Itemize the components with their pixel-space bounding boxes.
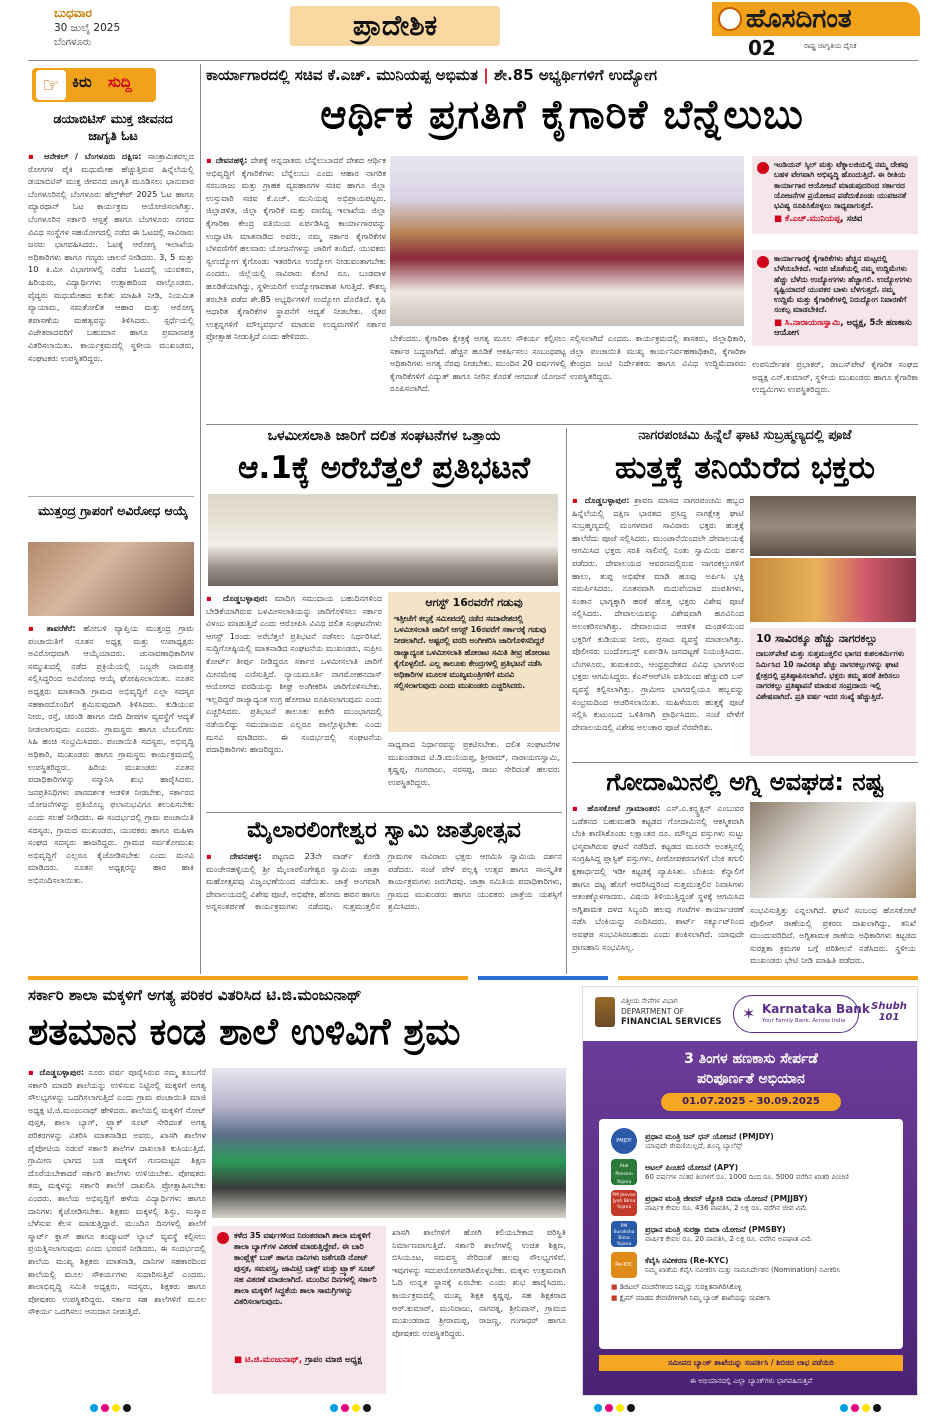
lead-quote1-role: ಸಚಿವ xyxy=(846,214,863,224)
scheme-title: ಪ್ರಧಾನ ಮಂತ್ರಿ ಜನ್ ಧನ್ ಯೋಜನೆ (PMJDY) xyxy=(645,1131,774,1141)
lead-story xyxy=(206,66,918,422)
scheme-row xyxy=(611,1221,891,1247)
lead-body1: ದೇಶಕ್ಕೆ ಅನ್ನದಾತರು ಬೆನ್ನೆಲುಬಾದರೆ ದೇಶದ ಆರ್ಥಿಕ ಅಭಿವೃದ್ಧಿಗೆ ಕೈಗಾರಿಕೆಗಳು ಬೆನ್ನೆಲುಬು ಎಂದು ಆಹಾರ ನಾಗರಿಕ ಸರಬರಾಜು ಮತ್ತು ಗ್ರಾಹಕ ವ್ಯವಹಾರಗಳ ಸಚಿವ ಹಾಗೂ ಜಿಲ್ಲಾ ಉಸ್ತುವಾರಿ ಸಚಿವ ಕೆ.ಎಚ್. ಮುನಿಯಪ್ಪ ಅಭಿಪ್ರಾಯಪಟ್ಟರು. ಜಿಲ್ಲಾಡಳಿತ, ಜಿಲ್ಲಾ ಕೈಗಾರಿಕೆ ಮತ್ತು ವಾಣಿಜ್ಯ ಇಲಾಖೆಯ ಜಿಲ್ಲಾ ಕೈಗಾರಿಕಾ ಕೇಂದ್ರ ವತಿಯಿಂದ ಏರ್ಪಡಿಸಿದ್ದ ಕಾರ್ಯಾಗಾರವನ್ನು ಉದ್ಘಾಟಿಸಿ ಮಾತನಾಡಿದ ಅವರು, ನಮ್ಮ ಸರ್ಕಾರ ಕೈಗಾರಿಕೆಗಳ ಬೆಳವಣಿಗೆಗೆ ಹಲವಾರು ಯೋಜನೆಗಳನ್ನು ಜಾರಿಗೆ ತಂದಿದೆ. ಯುವಕರು ಸ್ವಉದ್ಯೋಗ ಕೈಗೊಂಡು ಇತರರಿಗೂ ಉದ್ಯೋಗ ನೀಡುವಂತಾಗಬೇಕು ಎಂದರು. ಜಿಲ್ಲೆಯಲ್ಲಿ ಸಾವಿರಾರು ಕೋಟಿ ರೂ. ಬಂಡವಾಳ ಹೂಡಿಕೆಯಾಗಿದ್ದು, ಸ್ಥಳೀಯರಿಗೆ ಉದ್ಯೋಗಾವಕಾಶ ಸಿಗುತ್ತಿದೆ. ಕೌಶಲ್ಯ ತರಬೇತಿ ಪಡೆದ ಶೇ.85 ಅಭ್ಯರ್ಥಿಗಳಿಗೆ ಉದ್ಯೋಗ ದೊರೆತಿದೆ. ಕೃಷಿ ಆಧಾರಿತ ಕೈಗಾರಿಕೆಗಳ ಸ್ಥಾಪನೆಗೆ ಆದ್ಯತೆ ನೀಡಬೇಕು. ರೈತರ ಉತ್ಪನ್ನಗಳಿಗೆ ಮೌಲ್ಯವರ್ಧನೆ ಮಾಡುವ ಉದ್ಯಮಗಳಿಗೆ ಸರ್ಕಾರ ಪ್ರೋತ್ಸಾಹ ನೀಡುತ್ತಿದೆ ಎಂದು ಹೇಳಿದರು. xyxy=(206,155,386,342)
naga-kicker: ನಾಗರಪಂಚಮಿ ಹಿನ್ನೆಲೆ ಘಾಟಿ ಸುಬ್ರಹ್ಮಣ್ಯದಲ್ಲಿ ಪೂಜೆ xyxy=(638,428,852,443)
story2-body: ▪ ತಾವರೆಕೆರೆ: ಹೋಬಳಿ ವ್ಯಾಪ್ತಿಯ ಮುತ್ತಂದ್ರ ಗ್ರಾಮ ಪಂಚಾಯಿತಿಗೆ ನೂತನ ಅಧ್ಯಕ್ಷ ಮತ್ತು ಉಪಾಧ್ಯಕ್ಷರು ಅವಿರೋಧವಾಗಿ ಆಯ್ಕೆಯಾದರು. ಚುನಾವಣಾಧಿಕಾರಿಗಳ ಸಮ್ಮುಖದಲ್ಲಿ ನಡೆದ ಪ್ರಕ್ರಿಯೆಯಲ್ಲಿ ಒಬ್ಬರೇ ನಾಮಪತ್ರ ಸಲ್ಲಿಸಿದ್ದರಿಂದ ಅವಿರೋಧ ಆಯ್ಕೆ ಘೋಷಿಸಲಾಯಿತು. ನೂತನ ಅಧ್ಯಕ್ಷರು ಮಾತನಾಡಿ ಗ್ರಾಮದ ಅಭಿವೃದ್ಧಿಗೆ ಎಲ್ಲಾ ಸದಸ್ಯರ ಸಹಕಾರದೊಂದಿಗೆ ಶ್ರಮಿಸುವುದಾಗಿ ತಿಳಿಸಿದರು. ಕುಡಿಯುವ ನೀರು, ರಸ್ತೆ, ಚರಂಡಿ ಹಾಗೂ ಬೀದಿ ದೀಪಗಳ ವ್ಯವಸ್ಥೆಗೆ ಆದ್ಯತೆ ನೀಡಲಾಗುವುದು ಎಂದರು. ಗ್ರಾಮಸ್ಥರು ಹಾಗೂ ಬೆಂಬಲಿಗರು ಸಿಹಿ ಹಂಚಿ ಸಂಭ್ರಮಿಸಿದರು. ಪಂಚಾಯಿತಿ ಸದಸ್ಯರು, ಅಭಿವೃದ್ಧಿ ಅಧಿಕಾರಿ, ಮುಖಂಡರು ಹಾಗೂ ಗ್ರಾಮಸ್ಥರು ಕಾರ್ಯಕ್ರಮದಲ್ಲಿ ಉಪಸ್ಥಿತರಿದ್ದರು. ಹಿರಿಯ ಮುಖಂಡರು ನೂತನ ಪದಾಧಿಕಾರಿಗಳನ್ನು ಸನ್ಮಾನಿಸಿ ಶುಭ ಹಾರೈಸಿದರು. ಜನಪ್ರತಿನಿಧಿಗಳು ಪಾರದರ್ಶಕ ಆಡಳಿತ ನೀಡಬೇಕು, ಸರ್ಕಾರದ ಯೋಜನೆಗಳನ್ನು ಪ್ರತಿಯೊಬ್ಬ ಫಲಾನುಭವಿಗೂ ತಲುಪಿಸಬೇಕು ಎಂದು ಸಲಹೆ ನೀಡಿದರು. ಈ ಸಂದರ್ಭದಲ್ಲಿ ಗ್ರಾಮ ಪಂಚಾಯಿತಿ ಸದಸ್ಯರು, ಗ್ರಾಮದ ಮುಖಂಡರು, ಯುವಕರು ಹಾಗೂ ಮಹಿಳಾ ಸಂಘದ ಸದಸ್ಯರು ಹಾಜರಿದ್ದರು. ಗ್ರಾಮದ ಸರ್ವತೋಮುಖ ಅಭಿವೃದ್ಧಿಗೆ ಎಲ್ಲರೂ ಕೈಜೋಡಿಸಬೇಕು ಎಂದು ಮನವಿ ಮಾಡಿದರು. ನೂತನ ಅಧ್ಯಕ್ಷರನ್ನು ಹಾರ ಹಾಕಿ ಅಭಿನಂದಿಸಲಾಯಿತು. xyxy=(28,623,194,885)
lead-quote1-text: ಇಂಡಿಯನ್ ಸ್ಕಿಲ್ ಮತ್ತು ಟೆಕ್ನಾಲಜಿಯಲ್ಲಿ ನಮ್ಮ ದೇಶವು ಬಹಳ ವೇಗವಾಗಿ ಅಭಿವೃದ್ಧಿ ಹೊಂದುತ್ತಿದೆ. ಈ ರೀತಿಯ ಕಾರ್ಯಾಗಾರ ಆಯೋಜನೆ ಮಾಡುವುದರಿಂದ ಸರ್ಕಾರದ ಯೋಜನೆಗಳ ಪ್ರಯೋಜನ ಪಡೆದುಕೊಂಡು ಯುವಜನತೆ ಭವಿಷ್ಯ ರೂಪಿಸಿಕೊಳ್ಳಲು ಸಾಧ್ಯವಾಗುತ್ತದೆ. xyxy=(774,160,909,211)
naga-box-body: ದಾಬಸ್‌ಪೇಟೆ ಮತ್ತು ಸುತ್ತಮುತ್ತಲಿನ ಭಾಗದ ಕುಶಲಕರ್ಮಿಗಳು ನಿರ್ಮಿಸಿದ 10 ಸಾವಿರಕ್ಕೂ ಹೆಚ್ಚು ನಾಗರಕಲ್ಲುಗಳನ್ನು ಘಾಟಿ ಕ್ಷೇತ್ರದಲ್ಲಿ ಪ್ರತಿಷ್ಠಾಪಿಸಲಾಗಿದೆ. ಭಕ್ತರು ತಮ್ಮ ಹರಕೆ ತೀರಿಸಲು ನಾಗರಕಲ್ಲು ಪ್ರತಿಷ್ಠಾಪನೆ ಮಾಡುವ ಸಂಪ್ರದಾಯ ಇಲ್ಲಿ ವಿಶೇಷವಾಗಿದೆ. ಪ್ರತಿ ವರ್ಷ ಇದರ ಸಂಖ್ಯೆ ಹೆಚ್ಚುತ್ತಿದೆ. xyxy=(756,649,905,702)
story2-headline: ಮುತ್ತಂದ್ರ ಗ್ರಾಪಂಗೆ ಅವಿರೋಧ ಆಯ್ಕೆ xyxy=(38,503,188,518)
story2-text: ಹೋಬಳಿ ವ್ಯಾಪ್ತಿಯ ಮುತ್ತಂದ್ರ ಗ್ರಾಮ ಪಂಚಾಯಿತಿಗೆ ನೂತನ ಅಧ್ಯಕ್ಷ ಮತ್ತು ಉಪಾಧ್ಯಕ್ಷರು ಅವಿರೋಧವಾಗಿ ಆಯ್ಕೆಯಾದರು. ಚುನಾವಣಾಧಿಕಾರಿಗಳ ಸಮ್ಮುಖದಲ್ಲಿ ನಡೆದ ಪ್ರಕ್ರಿಯೆಯಲ್ಲಿ ಒಬ್ಬರೇ ನಾಮಪತ್ರ ಸಲ್ಲಿಸಿದ್ದರಿಂದ ಅವಿರೋಧ ಆಯ್ಕೆ ಘೋಷಿಸಲಾಯಿತು. ನೂತನ ಅಧ್ಯಕ್ಷರು ಮಾತನಾಡಿ ಗ್ರಾಮದ ಅಭಿವೃದ್ಧಿಗೆ ಎಲ್ಲಾ ಸದಸ್ಯರ ಸಹಕಾರದೊಂದಿಗೆ ಶ್ರಮಿಸುವುದಾಗಿ ತಿಳಿಸಿದರು. ಕುಡಿಯುವ ನೀರು, ರಸ್ತೆ, ಚರಂಡಿ ಹಾಗೂ ಬೀದಿ ದೀಪಗಳ ವ್ಯವಸ್ಥೆಗೆ ಆದ್ಯತೆ ನೀಡಲಾಗುವುದು ಎಂದರು. ಗ್ರಾಮಸ್ಥರು ಹಾಗೂ ಬೆಂಬಲಿಗರು ಸಿಹಿ ಹಂಚಿ ಸಂಭ್ರಮಿಸಿದರು. ಪಂಚಾಯಿತಿ ಸದಸ್ಯರು, ಅಭಿವೃದ್ಧಿ ಅಧಿಕಾರಿ, ಮುಖಂಡರು ಹಾಗೂ ಗ್ರಾಮಸ್ಥರು ಕಾರ್ಯಕ್ರಮದಲ್ಲಿ ಉಪಸ್ಥಿತರಿದ್ದರು. ಹಿರಿಯ ಮುಖಂಡರು ನೂತನ ಪದಾಧಿಕಾರಿಗಳನ್ನು ಸನ್ಮಾನಿಸಿ ಶುಭ ಹಾರೈಸಿದರು. ಜನಪ್ರತಿನಿಧಿಗಳು ಪಾರದರ್ಶಕ ಆಡಳಿತ ನೀಡಬೇಕು, ಸರ್ಕಾರದ ಯೋಜನೆಗಳನ್ನು ಪ್ರತಿಯೊಬ್ಬ ಫಲಾನುಭವಿಗೂ ತಲುಪಿಸಬೇಕು ಎಂದು ಸಲಹೆ ನೀಡಿದರು. ಈ ಸಂದರ್ಭದಲ್ಲಿ ಗ್ರಾಮ ಪಂಚಾಯಿತಿ ಸದಸ್ಯರು, ಗ್ರಾಮದ ಮುಖಂಡರು, ಯುವಕರು ಹಾಗೂ ಮಹಿಳಾ ಸಂಘದ ಸದಸ್ಯರು ಹಾಜರಿದ್ದರು. ಗ್ರಾಮದ ಸರ್ವತೋಮುಖ ಅಭಿವೃದ್ಧಿಗೆ ಎಲ್ಲರೂ ಕೈಜೋಡಿಸಬೇಕು ಎಂದು ಮನವಿ ಮಾಡಿದರು. ನೂತನ ಅಧ್ಯಕ್ಷರನ್ನು ಹಾರ ಹಾಕಿ ಅಭಿನಂದಿಸಲಾಯಿತು. xyxy=(28,623,194,885)
naga-photo-bottom xyxy=(750,558,916,622)
dalit-body: ಮಾದಿಗ ಸಮುದಾಯ ಬಹುದಿನಗಳಿಂದ ಬೇಡಿಕೆಯಾಗಿರುವ ಒಳಮೀಸಲಾತಿಯನ್ನು ಜಾರಿಗೊಳಿಸಲು ಸರ್ಕಾರ ವಿಳಂಬ ಮಾಡುತ್ತಿದೆ ಎಂದು ಆರೋಪಿಸಿ ವಿವಿಧ ದಲಿತ ಸಂಘಟನೆಗಳು ಆಗಸ್ಟ್ 1ರಂದು ಅರೆಬೆತ್ತಲೆ ಪ್ರತಿಭಟನೆ ನಡೆಸಲು ನಿರ್ಧರಿಸಿವೆ. ಸುದ್ದಿಗೋಷ್ಠಿಯಲ್ಲಿ ಮಾತನಾಡಿದ ಸಂಘಟನೆಯ ಮುಖಂಡರು, ಸುಪ್ರೀಂ ಕೋರ್ಟ್ ತೀರ್ಪು ನೀಡಿದ್ದರೂ ಸರ್ಕಾರ ಒಳಮೀಸಲಾತಿ ಜಾರಿಗೆ ಮೀನಮೇಷ ಎಣಿಸುತ್ತಿದೆ. ನ್ಯಾಯಮೂರ್ತಿ ನಾಗಮೋಹನದಾಸ್ ಆಯೋಗದ ವರದಿಯನ್ನು ಶೀಘ್ರ ಅಂಗೀಕರಿಸಿ ಜಾರಿಗೊಳಿಸಬೇಕು. ಇಲ್ಲದಿದ್ದರೆ ರಾಜ್ಯಾದ್ಯಂತ ಉಗ್ರ ಹೋರಾಟ ರೂಪಿಸಲಾಗುವುದು ಎಂದು ಎಚ್ಚರಿಸಿದರು. ಪ್ರತಿಭಟನೆ ತಾಲೂಕು ಕಚೇರಿ ಮುಂಭಾಗದಲ್ಲಿ ನಡೆಯಲಿದ್ದು ಸಮುದಾಯದ ಎಲ್ಲರೂ ಪಾಲ್ಗೊಳ್ಳಬೇಕು ಎಂದು ಮನವಿ ಮಾಡಿದರು. ಈ ಸಂದರ್ಭದಲ್ಲಿ ಸಂಘಟನೆಯ ಪದಾಧಿಕಾರಿಗಳು ಹಾಜರಿದ್ದರು. xyxy=(206,593,382,755)
ad-note: ■ ಕ್ಲೈಮ್ ಮಾಡದ ಠೇವಣಿಗಳಿಗಾಗಿ ನಿಮ್ಮ ಬ್ಯಾಂಕ್ ಶಾಖೆಯನ್ನು ಸಂಪರ್ಕಿಸಿ xyxy=(611,1294,771,1302)
naga-count-box xyxy=(750,628,916,756)
mid-vertical-rule xyxy=(566,428,567,974)
kirusuddi-column xyxy=(28,64,198,974)
emblem-icon xyxy=(595,997,615,1027)
story1-dateline: ಆನೇಕಲ್ / ಬೆಂಗಳೂರು ದಕ್ಷಿಣ: xyxy=(44,151,142,161)
ad-dept-line1: ವಿತ್ತೀಯ ಸೇವೆಗಳ ವಿಭಾಗ xyxy=(621,997,678,1005)
quote-bulb-icon xyxy=(757,162,769,174)
ad-cta: ಸಮೀಪದ ಬ್ಯಾಂಕ್ ಶಾಖೆಯನ್ನು ಸಂಪರ್ಕಿಸಿ / ಶಿಬಿರದ ಲಾಭ ಪಡೆಯಿರಿ xyxy=(599,1355,903,1371)
scheme-badge-icon: PMJDY xyxy=(611,1128,637,1154)
lead-quote2-by: ಸಿ.ನಾರಾಯಣಸ್ವಾಮಿ xyxy=(785,318,841,328)
masthead-rule xyxy=(28,60,918,61)
lead-body-col2: ಬೇಕೆಂದರು. ಕೈಗಾರಿಕಾ ಕ್ಷೇತ್ರಕ್ಕೆ ಅಗತ್ಯ ಮೂಲ ಸೌಕರ್ಯ ಕಲ್ಪಿಸಲು ಸರ್ಕಾರ ಬದ್ಧವಾಗಿದೆ. ಹೆಚ್ಚಿನ ಹೂಡಿಕೆ ಆಕರ್ಷಿಸಲು ಸಂಬಂಧಪಟ್ಟ ಅಧಿಕಾರಿಗಳು ಅಗತ್ಯ ನೆರವು ನೀಡಬೇಕು. ಮುಂದಿನ 20 ವರ್ಷಗಳಲ್ಲಿ ಕೈಗಾರಿಕೆಗಳಿಗೆ ವಿದ್ಯುತ್ ಹಾಗೂ ನೀರಿನ ಕೊರತೆ ಆಗದಂತೆ ಯೋಜನೆ ರೂಪಿಸಲಾಗಿದೆ. xyxy=(390,333,566,394)
mailara-body: ▪ ದೇವನಹಳ್ಳಿ: ಪಟ್ಟಣದ 23ನೇ ವಾರ್ಡ್ ಕೋಡಿ ಮಂಚೇನಹಳ್ಳಿಯಲ್ಲಿ ಶ್ರೀ ಮೈಲಾರಲಿಂಗೇಶ್ವರ ಸ್ವಾಮಿಯ ಜಾತ್ರಾ ಮಹೋತ್ಸವವು ವಿಜೃಂಭಣೆಯಿಂದ ನಡೆಯಿತು. ಜಾತ್ರೆ ಅಂಗವಾಗಿ ದೇವಾಲಯದಲ್ಲಿ ವಿಶೇಷ ಪೂಜೆ, ಅಭಿಷೇಕ, ಹೋಮ ಹವನ ಹಾಗೂ ಅನ್ನಸಂತರ್ಪಣೆ ಕಾರ್ಯಕ್ರಮಗಳು ನಡೆದವು. ಸುತ್ತಮುತ್ತಲಿನ ಗ್ರಾಮಗಳ ಸಾವಿರಾರು ಭಕ್ತರು ಆಗಮಿಸಿ ಸ್ವಾಮಿಯ ದರ್ಶನ ಪಡೆದರು. ಸಂಜೆ ವೇಳೆ ಪಲ್ಲಕ್ಕಿ ಉತ್ಸವ ಹಾಗೂ ಸಾಂಸ್ಕೃತಿಕ ಕಾರ್ಯಕ್ರಮಗಳು ಜರುಗಿದವು. ಜಾತ್ರಾ ಸಮಿತಿಯ ಪದಾಧಿಕಾರಿಗಳು, ಗ್ರಾಮದ ಮುಖಂಡರು ಹಾಗೂ ಯುವಕರು ಜಾತ್ರೆಯ ಯಶಸ್ಸಿಗೆ ಶ್ರಮಿಸಿದರು. xyxy=(206,851,562,912)
school-body: ನೂರು ವರ್ಷ ಪೂರೈಸಿರುವ ನಮ್ಮ ತೂಬಗೆರೆ ಸರ್ಕಾರಿ ಮಾದರಿ ಶಾಲೆಯನ್ನು ಉಳಿಸುವ ನಿಟ್ಟಿನಲ್ಲಿ ಮಕ್ಕಳಿಗೆ ಅಗತ್ಯ ಸೌಲಭ್ಯಗಳನ್ನು ಒದಗಿಸಲಾಗುತ್ತಿದೆ ಎಂದು ಗ್ರಾಮ ಪಂಚಾಯಿತಿ ಮಾಜಿ ಅಧ್ಯಕ್ಷ ಟಿ.ಜಿ.ಮಂಜುನಾಥ್ ಹೇಳಿದರು. ಶಾಲೆಯಲ್ಲಿ ಮಕ್ಕಳಿಗೆ ನೋಟ್ ಪುಸ್ತಕ, ಶಾಲಾ ಬ್ಯಾಗ್, ಟ್ರ್ಯಾಕ್ ಸೂಟ್ ಸೇರಿದಂತೆ ಅಗತ್ಯ ಪರಿಕರಗಳನ್ನು ವಿತರಿಸಿ ಮಾತನಾಡಿದ ಅವರು, ಖಾಸಗಿ ಶಾಲೆಗಳ ಪೈಪೋಟಿಯ ನಡುವೆ ಸರ್ಕಾರಿ ಶಾಲೆಗಳ ದಾಖಲಾತಿ ಕುಸಿಯುತ್ತಿದೆ. ಗ್ರಾಮೀಣ ಭಾಗದ ಬಡ ಮಕ್ಕಳಿಗೆ ಗುಣಮಟ್ಟದ ಶಿಕ್ಷಣ ದೊರೆಯಬೇಕಾದರೆ ಸರ್ಕಾರಿ ಶಾಲೆಗಳು ಉಳಿಯಬೇಕು. ಪೋಷಕರು ತಮ್ಮ ಮಕ್ಕಳನ್ನು ಸರ್ಕಾರಿ ಶಾಲೆಗೆ ದಾಖಲಿಸಿ ಪ್ರೋತ್ಸಾಹಿಸಬೇಕು ಎಂದರು. ಶಾಲೆಯ ಅಭಿವೃದ್ಧಿಗೆ ಹಳೆಯ ವಿದ್ಯಾರ್ಥಿಗಳು ಹಾಗೂ ದಾನಿಗಳು ಕೈಜೋಡಿಸಬೇಕು. ಶಿಕ್ಷಕರು ಮಕ್ಕಳಲ್ಲಿ ಶಿಸ್ತು, ಸಂಸ್ಕಾರ ಬೆಳೆಸುವ ಕೆಲಸ ಮಾಡುತ್ತಿದ್ದಾರೆ. ಮುಂದಿನ ದಿನಗಳಲ್ಲಿ ಶಾಲೆಗೆ ಸ್ಮಾರ್ಟ್ ಕ್ಲಾಸ್ ಹಾಗೂ ಕಂಪ್ಯೂಟರ್ ಲ್ಯಾಬ್ ವ್ಯವಸ್ಥೆ ಕಲ್ಪಿಸಲು ಪ್ರಯತ್ನಿಸಲಾಗುವುದು ಎಂದು ಭರವಸೆ ನೀಡಿದರು. ಈ ಸಂದರ್ಭದಲ್ಲಿ ಶಾಲೆಯ ಮುಖ್ಯ ಶಿಕ್ಷಕರು ಮಾತನಾಡಿ, ದಾನಿಗಳ ಸಹಕಾರದಿಂದ ಶಾಲೆಯಲ್ಲಿ ಮೂಲ ಸೌಕರ್ಯಗಳು ಸುಧಾರಿಸುತ್ತಿವೆ ಎಂದರು. ಶಾಲಾಭಿವೃದ್ಧಿ ಸಮಿತಿ ಅಧ್ಯಕ್ಷರು, ಸದಸ್ಯರು, ಶಿಕ್ಷಕರು ಹಾಗೂ ಪೋಷಕರು ಉಪಸ್ಥಿತರಿದ್ದರು. ಸರ್ಕಾರ ಸಹ ಶಾಲೆಗಳಿಗೆ ಮೂಲ ಸೌಕರ್ಯ ಒದಗಿಸಲು ಅನುದಾನ ನೀಡುತ್ತಿದೆ. xyxy=(28,1067,206,1317)
scheme-desc: ವಾರ್ಷಿಕ ಕೇವಲ ರೂ. 20 ಪಾವತಿಸಿ, 2 ಲಕ್ಷ ರೂ. ವರೆಗಿನ ಅಪಘಾತ ವಿಮೆ xyxy=(645,1234,812,1243)
story2-dateline: ತಾವರೆಕೆರೆ: xyxy=(46,623,76,633)
bank-tag: Your Family Bank. Across India xyxy=(762,1018,846,1024)
scheme-badge-icon: PM Suraksha Bima Yojana xyxy=(611,1221,637,1247)
ad-dates: 01.07.2025 - 30.09.2025 xyxy=(661,1093,841,1111)
logo-tagline: ರಾಷ್ಟ್ರ ಜಾಗೃತಿಯ ದೈನಿಕ xyxy=(804,42,857,50)
ad-note: ■ ಡಿಜಿಟಲ್ ವಂಚನೆಗಳಿಂದ ನಿಮ್ಮನ್ನು ಸುರಕ್ಷಿತವಾಗಿರಿಸಿಕೊಳ್ಳಿ xyxy=(611,1283,742,1291)
issue-date: 30 ಜುಲೈ 2025 xyxy=(54,22,121,34)
school-body-col3: ಖಾಸಗಿ ಶಾಲೆಗಳಿಗೆ ಹೋಗಿ ಕಲಿಯಬೇಕಾದ ಪರಿಸ್ಥಿತಿ ನಿರ್ಮಾಣವಾಗುತ್ತಿದೆ. ಸರ್ಕಾರಿ ಶಾಲೆಗಳಲ್ಲಿ ಉಚಿತ ಶಿಕ್ಷಣ, ಬಿಸಿಯೂಟ, ಸಮವಸ್ತ್ರ ಸೇರಿದಂತೆ ಹಲವು ಸೌಲಭ್ಯಗಳಿವೆ. ಇವುಗಳನ್ನು ಸದುಪಯೋಗಪಡಿಸಿಕೊಳ್ಳಬೇಕು. ಮಕ್ಕಳು ಉತ್ತಮವಾಗಿ ಓದಿ ಉನ್ನತ ಸ್ಥಾನಕ್ಕೆ ಏರಬೇಕು ಎಂದು ಶುಭ ಹಾರೈಸಿದರು. ಕಾರ್ಯಕ್ರಮದಲ್ಲಿ ಮುಖ್ಯ ಶಿಕ್ಷಕ ಕೃಷ್ಣಪ್ಪ, ಸಹ ಶಿಕ್ಷಕರಾದ ಆರ್.ಕುಮಾರ್, ಮುನಿರಾಜು, ನಾಗರತ್ನ, ಶ್ರೀನಿವಾಸ್, ಗ್ರಾಮದ ಮುಖಂಡರಾದ ಶ್ರೀರಾಮಪ್ಪ, ರಾಜಣ್ಣ, ಗಂಗಾಧರ್ ಹಾಗೂ ಪೋಷಕರು ಉಪಸ್ಥಿತರಿದ್ದರು. xyxy=(392,1227,566,1338)
scheme-desc: ಯಾವುದೇ ಠೇವಣಿಯಿಲ್ಲದೆ, ಶೂನ್ಯ ಬ್ಯಾಲೆನ್ಸ್ xyxy=(645,1141,743,1150)
school-headline: ಶತಮಾನ ಕಂಡ ಶಾಲೆ ಉಳಿವಿಗೆ ಶ್ರಮ xyxy=(28,1010,461,1053)
fire-story xyxy=(572,766,918,974)
lead-kicker-right: ಶೇ.85 ಅಭ್ಯರ್ಥಿಗಳಿಗೆ ಉದ್ಯೋಗ xyxy=(493,66,658,84)
mailara-story xyxy=(206,816,562,974)
ad-schemes-panel xyxy=(599,1119,903,1349)
ad-dept-line3: FINANCIAL SERVICES xyxy=(621,1017,722,1027)
scheme-row xyxy=(611,1159,891,1185)
nagarapanchami-story xyxy=(572,428,918,760)
scheme-badge-icon: PM Jeevan Jyoti Bima Yojana xyxy=(611,1190,637,1216)
scheme-title: ಪ್ರಧಾನ ಮಂತ್ರಿ ಜೀವನ್ ಜ್ಯೋತಿ ಬಿಮಾ ಯೋಜನೆ (PMJJBY) xyxy=(645,1193,808,1203)
scheme-title: ಕೆವೈಸಿ ನವೀಕರಣ (Re-KYC) xyxy=(645,1255,729,1265)
section-title: ಪ್ರಾದೇಶಿಕ xyxy=(290,6,500,46)
ad-dept-line2: DEPARTMENT OF xyxy=(621,1007,684,1016)
scheme-row xyxy=(611,1190,891,1216)
school-kicker: ಸರ್ಕಾರಿ ಶಾಲಾ ಮಕ್ಕಳಿಗೆ ಅಗತ್ಯ ಪರಿಕರ ವಿತರಿಸಿದ ಟಿ.ಜಿ.ಮಂಜುನಾಥ್ xyxy=(28,986,362,1004)
naga-photo-top xyxy=(750,496,916,556)
kirusuddi-label-a: ಕಿರು xyxy=(72,73,92,91)
issue-day: ಬುಧವಾರ xyxy=(54,6,92,20)
lead-quote2-role: ಅಧ್ಯಕ್ಷ, 5ನೇ ಹಣಕಾಸು ಆಯೋಗ xyxy=(774,318,912,338)
school-quote-role: ಗ್ರಾಪಂ ಮಾಜಿ ಅಧ್ಯಕ್ಷ xyxy=(305,1355,362,1365)
scheme-desc: 60 ವರ್ಷಗಳ ನಂತರ ತಿಂಗಳಿಗೆ ರೂ. 1000 ದಿಂದ ರೂ. 5000 ವರೆಗಿನ ಖಾತರಿ ಪಿಂಚಣಿ xyxy=(645,1172,849,1181)
dalit-body-col2: ಸಾಧ್ಯವಾದ ನಿರ್ಧಾರವನ್ನು ಪ್ರಕಟಿಸಬೇಕು. ದಲಿತ ಸಂಘಟನೆಗಳ ಮುಖಂಡರಾದ ಟಿ.ಡಿ.ಮುನಿಯಪ್ಪ, ಶ್ರೀರಾಮ್, ನಾರಾಯಣಸ್ವಾಮಿ, ಕೃಷ್ಣಪ್ಪ, ಗಂಗರಾಜು, ನರಸಪ್ಪ, ರಾಜು ಸೇರಿದಂತೆ ಹಲವರು ಉಪಸ್ಥಿತರಿದ್ದರು. xyxy=(388,739,560,787)
naga-headline: ಹುತ್ತಕ್ಕೆ ತನಿಯೆರೆದ ಭಕ್ತರು xyxy=(615,450,875,486)
lead-quote1: ಇಂಡಿಯನ್ ಸ್ಕಿಲ್ ಮತ್ತು ಟೆಕ್ನಾಲಜಿಯಲ್ಲಿ ನಮ್ಮ ದೇಶವು ಬಹಳ ವೇಗವಾಗಿ ಅಭಿವೃದ್ಧಿ ಹೊಂದುತ್ತಿದೆ. ಈ ರೀತಿಯ ಕಾರ್ಯಾಗಾರ ಆಯೋಜನೆ ಮಾಡುವುದರಿಂದ ಸರ್ಕಾರದ ಯೋಜನೆಗಳ ಪ್ರಯೋಜನ ಪಡೆದುಕೊಂಡು ಯುವಜನತೆ ಭವಿಷ್ಯ ರೂಪಿಸಿಕೊಳ್ಳಲು ಸಾಧ್ಯವಾಗುತ್ತದೆ. ■ ಕೆ.ಎಚ್.ಮುನಿಯಪ್ಪ, ಸಚಿವ xyxy=(752,156,918,234)
mailara-text: ಪಟ್ಟಣದ 23ನೇ ವಾರ್ಡ್ ಕೋಡಿ ಮಂಚೇನಹಳ್ಳಿಯಲ್ಲಿ ಶ್ರೀ ಮೈಲಾರಲಿಂಗೇಶ್ವರ ಸ್ವಾಮಿಯ ಜಾತ್ರಾ ಮಹೋತ್ಸವವು ವಿಜೃಂಭಣೆಯಿಂದ ನಡೆಯಿತು. ಜಾತ್ರೆ ಅಂಗವಾಗಿ ದೇವಾಲಯದಲ್ಲಿ ವಿಶೇಷ ಪೂಜೆ, ಅಭಿಷೇಕ, ಹೋಮ ಹವನ ಹಾಗೂ ಅನ್ನಸಂತರ್ಪಣೆ ಕಾರ್ಯಕ್ರಮಗಳು ನಡೆದವು. ಸುತ್ತಮುತ್ತಲಿನ ಗ್ರಾಮಗಳ ಸಾವಿರಾರು ಭಕ್ತರು ಆಗಮಿಸಿ ಸ್ವಾಮಿಯ ದರ್ಶನ ಪಡೆದರು. ಸಂಜೆ ವೇಳೆ ಪಲ್ಲಕ್ಕಿ ಉತ್ಸವ ಹಾಗೂ ಸಾಂಸ್ಕೃತಿಕ ಕಾರ್ಯಕ್ರಮಗಳು ಜರುಗಿದವು. ಜಾತ್ರಾ ಸಮಿತಿಯ ಪದಾಧಿಕಾರಿಗಳು, ಗ್ರಾಮದ ಮುಖಂಡರು ಹಾಗೂ ಯುವಕರು ಜಾತ್ರೆಯ ಯಶಸ್ಸಿಗೆ ಶ್ರಮಿಸಿದರು. xyxy=(206,851,562,912)
story1-text: ಸಾಂಕ್ರಾಮಿಕವಲ್ಲದ ರೋಗಗಳ ಪೈಕಿ ಮಧುಮೇಹ ಹೆಚ್ಚುತ್ತಿರುವ ಹಿನ್ನೆಲೆಯಲ್ಲಿ ಡಯಾಬಿಟಿಸ್ ಮುಕ್ತ ಜೀವನದ ಜಾಗೃತಿ ಮೂಡಿಸಲು ಭಾನುವಾರ ಬೆಂಗಳೂರಿನಲ್ಲಿ ಬೆಂಗಳೂರು ಹೆಲ್ತ್‌ಕೇರ್ 2025 ಓಟ ಹಾಗೂ ಮ್ಯಾರಥಾನ್ ಓಟ ಕಾರ್ಯಕ್ರಮ ಆಯೋಜಿಸಲಾಗಿತ್ತು. ಬೆಂಗಳೂರಿನ ಸರ್ಕಾರಿ ಆಸ್ಪತ್ರೆ ಹಾಗೂ ಬೆಂಗಳೂರು ನಗರದ ವಿವಿಧ ಸಂಸ್ಥೆಗಳ ಸಹಯೋಗದಲ್ಲಿ ನಡೆದ ಈ ಓಟದಲ್ಲಿ ಸಾವಿರಾರು ಜನರು ಭಾಗವಹಿಸಿದರು. ಓಟಕ್ಕೆ ಆರೋಗ್ಯ ಇಲಾಖೆಯ ಅಧಿಕಾರಿಗಳು ಹಾಗೂ ಗಣ್ಯರು ಚಾಲನೆ ನೀಡಿದರು. 3, 5 ಮತ್ತು 10 ಕಿ.ಮೀ ವಿಭಾಗಗಳಲ್ಲಿ ನಡೆದ ಓಟದಲ್ಲಿ ಯುವಕರು, ಹಿರಿಯರು, ವಿದ್ಯಾರ್ಥಿಗಳು ಉತ್ಸಾಹದಿಂದ ಪಾಲ್ಗೊಂಡರು. ವೈದ್ಯರು ಮಧುಮೇಹದ ಕುರಿತು ಮಾಹಿತಿ ನೀಡಿ, ನಿಯಮಿತ ವ್ಯಾಯಾಮ, ಸಮತೋಲಿತ ಆಹಾರ ಮತ್ತು ಆರೋಗ್ಯ ತಪಾಸಣೆಯ ಮಹತ್ವವನ್ನು ತಿಳಿಸಿದರು. ಸ್ಪರ್ಧೆಯಲ್ಲಿ ವಿಜೇತರಾದವರಿಗೆ ಬಹುಮಾನ ಹಾಗೂ ಪ್ರಮಾಣಪತ್ರ ವಿತರಿಸಲಾಯಿತು. ಕಾರ್ಯಕ್ರಮದಲ್ಲಿ ಸ್ಥಳೀಯ ಮುಖಂಡರು, ಸಂಘಟಕರು ಉಪಸ್ಥಿತರಿದ್ದರು. xyxy=(28,151,194,363)
school-story xyxy=(28,986,568,1396)
dalit-kicker: ಒಳಮೀಸಲಾತಿ ಜಾರಿಗೆ ದಲಿತ ಸಂಘಟನೆಗಳ ಒತ್ತಾಯ xyxy=(267,428,501,444)
fire-body: ▪ ಹೊಸಕೋಟೆ ಗ್ರಾಮಾಂತರ: ಎಸ್.ಎ.ಕನ್ಸ್ಟ್ರಕ್ಷನ್ ಎಂಬುವರ ಒಡೆತನದ ಬಹುಮಹಡಿ ಕಟ್ಟಡದ ಗೋದಾಮಿನಲ್ಲಿ ಆಕಸ್ಮಿಕವಾಗಿ ಬೆಂಕಿ ಕಾಣಿಸಿಕೊಂಡು ಲಕ್ಷಾಂತರ ರೂ. ಮೌಲ್ಯದ ವಸ್ತುಗಳು ಸುಟ್ಟು ಭಸ್ಮವಾಗಿರುವ ಘಟನೆ ನಡೆದಿದೆ. ಕಟ್ಟಡದ ಮೂರನೇ ಅಂತಸ್ತಿನಲ್ಲಿ ಸಂಗ್ರಹಿಸಿದ್ದ ಪ್ಲಾಸ್ಟಿಕ್ ವಸ್ತುಗಳು, ಪೀಠೋಪಕರಣಗಳಿಗೆ ಬೆಂಕಿ ತಗುಲಿ ಕ್ಷಣಾರ್ಧದಲ್ಲಿ ಇಡೀ ಕಟ್ಟಡಕ್ಕೆ ವ್ಯಾಪಿಸಿತು. ಬೆಂಕಿಯ ಕೆನ್ನಾಲಿಗೆ ಹಾಗೂ ದಟ್ಟ ಹೊಗೆ ಆವರಿಸಿದ್ದರಿಂದ ಸುತ್ತಮುತ್ತಲಿನ ನಿವಾಸಿಗಳು ಆತಂಕಕ್ಕೊಳಗಾದರು. ವಿಷಯ ತಿಳಿಯುತ್ತಿದ್ದಂತೆ ಸ್ಥಳಕ್ಕೆ ಆಗಮಿಸಿದ ಅಗ್ನಿಶಾಮಕ ದಳದ ಸಿಬ್ಬಂದಿ ಹಲವು ಗಂಟೆಗಳ ಕಾರ್ಯಾಚರಣೆ ನಡೆಸಿ ಬೆಂಕಿಯನ್ನು ನಂದಿಸಿದರು. ಶಾರ್ಟ್ ಸರ್ಕ್ಯೂಟ್‌ನಿಂದ ಅವಘಡ ಸಂಭವಿಸಿರಬಹುದು ಎಂದು ಶಂಕಿಸಲಾಗಿದೆ. ಯಾವುದೇ ಪ್ರಾಣಹಾನಿ ಸಂಭವಿಸಿಲ್ಲ. xyxy=(572,803,744,952)
scheme-title: ಅಟಲ್ ಪಿಂಚಣಿ ಯೋಜನೆ (APY) xyxy=(645,1162,739,1172)
logo-block xyxy=(712,2,920,58)
scheme-badge-icon: Re-KYC xyxy=(611,1252,637,1278)
naga-body: ▪ ದೊಡ್ಡಬಳ್ಳಾಪುರ: ಶ್ರಾವಣ ಮಾಸದ ನಾಗರಪಂಚಮಿ ಹಬ್ಬದ ಹಿನ್ನೆಲೆಯಲ್ಲಿ ದಕ್ಷಿಣ ಭಾರತದ ಪ್ರಸಿದ್ಧ ನಾಗಕ್ಷೇತ್ರ ಘಾಟಿ ಸುಬ್ರಹ್ಮಣ್ಯದಲ್ಲಿ ಮಂಗಳವಾರ ಸಾವಿರಾರು ಭಕ್ತರು ಹುತ್ತಕ್ಕೆ ಹಾಲೆರೆದು ಪೂಜೆ ಸಲ್ಲಿಸಿದರು. ಮುಂಜಾನೆಯಿಂದಲೇ ದೇವಾಲಯಕ್ಕೆ ಆಗಮಿಸಿದ ಭಕ್ತರು ಸರತಿ ಸಾಲಿನಲ್ಲಿ ನಿಂತು ಸ್ವಾಮಿಯ ದರ್ಶನ ಪಡೆದರು. ದೇವಾಲಯದ ಆವರಣದಲ್ಲಿರುವ ನಾಗರಕಲ್ಲುಗಳಿಗೆ ಹಾಲು, ತುಪ್ಪ ಅಭಿಷೇಕ ಮಾಡಿ ಹೂವು ಅರ್ಪಿಸಿ ಭಕ್ತಿ ಸಮರ್ಪಿಸಿದರು. ನೂತನವಾಗಿ ಮದುವೆಯಾದ ದಂಪತಿಗಳು, ಸಂತಾನ ಭಾಗ್ಯಕ್ಕಾಗಿ ಹರಕೆ ಹೊತ್ತ ಭಕ್ತರು ವಿಶೇಷ ಪೂಜೆ ಸಲ್ಲಿಸಿದರು. ದೇವಾಲಯವನ್ನು ವಿಶೇಷವಾಗಿ ಹೂವಿನಿಂದ ಅಲಂಕರಿಸಲಾಗಿತ್ತು. ದೇವಾಲಯದ ಆಡಳಿತ ಮಂಡಳಿಯಿಂದ ಭಕ್ತರಿಗೆ ಕುಡಿಯುವ ನೀರು, ಪ್ರಸಾದ ವ್ಯವಸ್ಥೆ ಮಾಡಲಾಗಿತ್ತು. ಪೊಲೀಸರು ಬಂದೋಬಸ್ತ್ ಏರ್ಪಡಿಸಿ ಜನದಟ್ಟಣೆ ನಿಯಂತ್ರಿಸಿದರು. ಬೆಂಗಳೂರು, ತುಮಕೂರು, ಆಂಧ್ರಪ್ರದೇಶದ ವಿವಿಧ ಭಾಗಗಳಿಂದ ಭಕ್ತರು ಆಗಮಿಸಿದ್ದರು. ಕೆಎಸ್ಆರ್‌ಟಿಸಿ ವತಿಯಿಂದ ಹೆಚ್ಚುವರಿ ಬಸ್ ವ್ಯವಸ್ಥೆ ಕಲ್ಪಿಸಲಾಗಿತ್ತು. ಗ್ರಾಮೀಣ ಭಾಗದಲ್ಲಿಯೂ ಹಬ್ಬವನ್ನು ಸಂಭ್ರಮದಿಂದ ಆಚರಿಸಲಾಯಿತು. ಮಹಿಳೆಯರು ಹುತ್ತಕ್ಕೆ ಪೂಜೆ ಸಲ್ಲಿಸಿ ಕುಟುಂಬದ ಒಳಿತಿಗಾಗಿ ಪ್ರಾರ್ಥಿಸಿದರು. ಸಂಜೆ ವೇಳೆಗೆ ದೇವಾಲಯದಲ್ಲಿ ವಿಶೇಷ ಅಲಂಕಾರ ಪೂಜೆ ನೆರವೇರಿತು. xyxy=(572,495,744,732)
lead-body-tail: ಉಪನಿರ್ದೇಶಕ ಪ್ರಭಾಕರ್, ಡಾಬಸ್‌ಪೇಟೆ ಕೈಗಾರಿಕ ಸಂಘದ ಅಧ್ಯಕ್ಷ ಎನ್.ಕುಮಾರ್, ಸ್ಥಳೀಯ ಮುಖಂಡರು ಹಾಗೂ ಕೈಗಾರಿಕಾ ಉದ್ಯಮಿಗಳು ಉಪಸ್ಥಿತರಿದ್ದರು. xyxy=(752,359,918,395)
lead-body-col1: ▪ ದೇವನಹಳ್ಳಿ: ದೇಶಕ್ಕೆ ಅನ್ನದಾತರು ಬೆನ್ನೆಲುಬಾದರೆ ದೇಶದ ಆರ್ಥಿಕ ಅಭಿವೃದ್ಧಿಗೆ ಕೈಗಾರಿಕೆಗಳು ಬೆನ್ನೆಲುಬು ಎಂದು ಆಹಾರ ನಾಗರಿಕ ಸರಬರಾಜು ಮತ್ತು ಗ್ರಾಹಕ ವ್ಯವಹಾರಗಳ ಸಚಿವ ಹಾಗೂ ಜಿಲ್ಲಾ ಉಸ್ತುವಾರಿ ಸಚಿವ ಕೆ.ಎಚ್. ಮುನಿಯಪ್ಪ ಅಭಿಪ್ರಾಯಪಟ್ಟರು. ಜಿಲ್ಲಾಡಳಿತ, ಜಿಲ್ಲಾ ಕೈಗಾರಿಕೆ ಮತ್ತು ವಾಣಿಜ್ಯ ಇಲಾಖೆಯ ಜಿಲ್ಲಾ ಕೈಗಾರಿಕಾ ಕೇಂದ್ರ ವತಿಯಿಂದ ಏರ್ಪಡಿಸಿದ್ದ ಕಾರ್ಯಾಗಾರವನ್ನು ಉದ್ಘಾಟಿಸಿ ಮಾತನಾಡಿದ ಅವರು, ನಮ್ಮ ಸರ್ಕಾರ ಕೈಗಾರಿಕೆಗಳ ಬೆಳವಣಿಗೆಗೆ ಹಲವಾರು ಯೋಜನೆಗಳನ್ನು ಜಾರಿಗೆ ತಂದಿದೆ. ಯುವಕರು ಸ್ವಉದ್ಯೋಗ ಕೈಗೊಂಡು ಇತರರಿಗೂ ಉದ್ಯೋಗ ನೀಡುವಂತಾಗಬೇಕು ಎಂದರು. ಜಿಲ್ಲೆಯಲ್ಲಿ ಸಾವಿರಾರು ಕೋಟಿ ರೂ. ಬಂಡವಾಳ ಹೂಡಿಕೆಯಾಗಿದ್ದು, ಸ್ಥಳೀಯರಿಗೆ ಉದ್ಯೋಗಾವಕಾಶ ಸಿಗುತ್ತಿದೆ. ಕೌಶಲ್ಯ ತರಬೇತಿ ಪಡೆದ ಶೇ.85 ಅಭ್ಯರ್ಥಿಗಳಿಗೆ ಉದ್ಯೋಗ ದೊರೆತಿದೆ. ಕೃಷಿ ಆಧಾರಿತ ಕೈಗಾರಿಕೆಗಳ ಸ್ಥಾಪನೆಗೆ ಆದ್ಯತೆ ನೀಡಬೇಕು. ರೈತರ ಉತ್ಪನ್ನಗಳಿಗೆ ಮೌಲ್ಯವರ್ಧನೆ ಮಾಡುವ ಉದ್ಯಮಗಳಿಗೆ ಸರ್ಕಾರ ಪ್ರೋತ್ಸಾಹ ನೀಡುತ್ತಿದೆ ಎಂದು ಹೇಳಿದರು. xyxy=(206,155,386,342)
school-quote: ಕಳೆದ 35 ವರ್ಷಗಳಿಂದ ನಿರಂತರವಾಗಿ ಶಾಲಾ ಮಕ್ಕಳಿಗೆ ಶಾಲಾ ಬ್ಯಾಗ್‌ಗಳ ವಿತರಣೆ ಮಾಡುತ್ತಿದ್ದೇವೆ. ಈ ಬಾರಿ ಕಾಂಪ್ಲೆಕ್ಸ್ ಬುಕ್ ಹಾಗೂ ದಾನಿಗಳು ಜತೆಗೂಡಿ ನೋಟ್ ಪುಸ್ತಕ, ಸಮವಸ್ತ್ರ, ಜಾಮಿಟ್ರಿ ಬಾಕ್ಸ್ ಮತ್ತು ಟ್ರ್ಯಾಕ್ ಸೂಟ್ ಸಹ ವಿತರಣೆ ಮಾಡಲಾಗಿದೆ. ಮುಂದಿನ ದಿನಗಳಲ್ಲಿ ಸರ್ಕಾರಿ ಶಾಲಾ ಮಕ್ಕಳಿಗೆ ಸಿದ್ಧತೆಯ ಶಾಲಾ ಸಾಮಗ್ರಿಗಳನ್ನು ವಿತರಿಸಲಾಗುವುದು. ■ ಟಿ.ಜಿ.ಮಂಜುನಾಥ್, ಗ್ರಾಪಂ ಮಾಜಿ ಅಧ್ಯಕ್ಷ xyxy=(212,1226,386,1394)
school-quote-by: ಟಿ.ಜಿ.ಮಂಜುನಾಥ್, xyxy=(245,1355,303,1365)
ad-note-text: ಕ್ಲೈಮ್ ಮಾಡದ ಠೇವಣಿಗಳಿಗಾಗಿ ನಿಮ್ಮ ಬ್ಯಾಂಕ್ ಶಾಖೆಯನ್ನು ಸಂಪರ್ಕಿಸಿ xyxy=(619,1294,771,1302)
fire-headline: ಗೋದಾಮಿನಲ್ಲಿ ಅಗ್ನಿ ಅವಘಡ: ನಷ್ಟ xyxy=(606,768,884,796)
registration-marks-right xyxy=(594,1404,635,1412)
registration-marks-center xyxy=(330,1404,371,1412)
hand-pointer-icon: ☞ xyxy=(36,70,66,100)
left-column-rule xyxy=(200,64,201,974)
scheme-title: ಪ್ರಧಾನ ಮಂತ್ರಿ ಸುರಕ್ಷಾ ಬಿಮಾ ಯೋಜನೆ (PMSBY) xyxy=(645,1224,786,1234)
naga-bottom-rule xyxy=(572,762,918,763)
registration-marks-far-right xyxy=(840,1404,881,1412)
bank-name: Karnataka Bank xyxy=(762,1002,870,1016)
shubh-logo: Shubh 101 xyxy=(871,1001,907,1023)
section-separator xyxy=(28,976,918,980)
mailara-dateline: ದೇವನಹಳ್ಳಿ: xyxy=(229,851,262,861)
bank-advertisement xyxy=(582,986,918,1396)
lead-bottom-rule xyxy=(206,424,918,425)
scheme-row xyxy=(611,1128,891,1154)
karnataka-bank-star-icon: ✶ xyxy=(742,1004,756,1023)
lead-quote2: ಕಾರ್ಯಾಗಾರಕ್ಕೆ ಕೈಗಾರಿಕೆಗಳು ಹೆಚ್ಚಿನ ಮಟ್ಟದಲ್ಲಿ ಬೆಳೆಯಬೇಕಿದೆ. ಇದರ ಜೊತೆಯಲ್ಲಿ ನಮ್ಮ ಉದ್ದಿಮೆಗಳು ಹೆಚ್ಚು ಬೆಳೆದು ಉದ್ಯೋಗಗಳು ಹೆಚ್ಚಾಗಲಿ. ಉದ್ಯೋಗಗಳು ಸೃಷ್ಟಿಯಾದರೆ ಯುವಕರ ಬಾಳು ಬೆಳಗುತ್ತದೆ. ನಮ್ಮ ಉದ್ದಿಮೆ ಮತ್ತು ಕೈಗಾರಿಕೆಗಳಲ್ಲಿ ನಿರುದ್ಯೋಗ ನಿವಾರಣೆಗೆ ಸಂಕಲ್ಪ ಮಾಡಬೇಕಿದೆ. ■ ಸಿ.ನಾರಾಯಣಸ್ವಾಮಿ, ಅಧ್ಯಕ್ಷ, 5ನೇ ಹಣಕಾಸು ಆಯೋಗ xyxy=(752,250,918,346)
scheme-desc: ನಿಮ್ಮ ಖಾತೆಯ ಕೆವೈಸಿ ನವೀಕರಿಸಿ ಮತ್ತು ನಾಮನಿರ್ದೇಶನ (Nomination) ನವೀಕರಿಸಿ xyxy=(645,1265,841,1274)
ad-header xyxy=(583,987,918,1041)
registration-marks-left xyxy=(90,1404,131,1412)
story1-headline: ಡಯಾಬಿಟಿಸ್ ಮುಕ್ತ ಜೀವನದ ಜಾಗೃತಿ ಓಟ xyxy=(53,111,173,143)
story2-photo xyxy=(28,542,194,616)
lead-quote1-by: ಕೆ.ಎಚ್.ಮುನಿಯಪ್ಪ xyxy=(785,214,841,224)
issue-city: ಬೆಂಗಳೂರು xyxy=(54,37,92,48)
fire-photo xyxy=(750,802,916,898)
fire-dateline: ಹೊಸಕೋಟೆ ಗ್ರಾಮಾಂತರ: xyxy=(587,803,661,813)
dalit-headline: ಆ.1ಕ್ಕೆ ಅರೆಬೆತ್ತಲೆ ಪ್ರತಿಭಟನೆ xyxy=(238,450,530,486)
ad-body xyxy=(583,1041,918,1396)
scheme-badge-icon: Atal Pension Yojana xyxy=(611,1159,637,1185)
naga-text: ಶ್ರಾವಣ ಮಾಸದ ನಾಗರಪಂಚಮಿ ಹಬ್ಬದ ಹಿನ್ನೆಲೆಯಲ್ಲಿ ದಕ್ಷಿಣ ಭಾರತದ ಪ್ರಸಿದ್ಧ ನಾಗಕ್ಷೇತ್ರ ಘಾಟಿ ಸುಬ್ರಹ್ಮಣ್ಯದಲ್ಲಿ ಮಂಗಳವಾರ ಸಾವಿರಾರು ಭಕ್ತರು ಹುತ್ತಕ್ಕೆ ಹಾಲೆರೆದು ಪೂಜೆ ಸಲ್ಲಿಸಿದರು. ಮುಂಜಾನೆಯಿಂದಲೇ ದೇವಾಲಯಕ್ಕೆ ಆಗಮಿಸಿದ ಭಕ್ತರು ಸರತಿ ಸಾಲಿನಲ್ಲಿ ನಿಂತು ಸ್ವಾಮಿಯ ದರ್ಶನ ಪಡೆದರು. ದೇವಾಲಯದ ಆವರಣದಲ್ಲಿರುವ ನಾಗರಕಲ್ಲುಗಳಿಗೆ ಹಾಲು, ತುಪ್ಪ ಅಭಿಷೇಕ ಮಾಡಿ ಹೂವು ಅರ್ಪಿಸಿ ಭಕ್ತಿ ಸಮರ್ಪಿಸಿದರು. ನೂತನವಾಗಿ ಮದುವೆಯಾದ ದಂಪತಿಗಳು, ಸಂತಾನ ಭಾಗ್ಯಕ್ಕಾಗಿ ಹರಕೆ ಹೊತ್ತ ಭಕ್ತರು ವಿಶೇಷ ಪೂಜೆ ಸಲ್ಲಿಸಿದರು. ದೇವಾಲಯವನ್ನು ವಿಶೇಷವಾಗಿ ಹೂವಿನಿಂದ ಅಲಂಕರಿಸಲಾಗಿತ್ತು. ದೇವಾಲಯದ ಆಡಳಿತ ಮಂಡಳಿಯಿಂದ ಭಕ್ತರಿಗೆ ಕುಡಿಯುವ ನೀರು, ಪ್ರಸಾದ ವ್ಯವಸ್ಥೆ ಮಾಡಲಾಗಿತ್ತು. ಪೊಲೀಸರು ಬಂದೋಬಸ್ತ್ ಏರ್ಪಡಿಸಿ ಜನದಟ್ಟಣೆ ನಿಯಂತ್ರಿಸಿದರು. ಬೆಂಗಳೂರು, ತುಮಕೂರು, ಆಂಧ್ರಪ್ರದೇಶದ ವಿವಿಧ ಭಾಗಗಳಿಂದ ಭಕ್ತರು ಆಗಮಿಸಿದ್ದರು. ಕೆಎಸ್ಆರ್‌ಟಿಸಿ ವತಿಯಿಂದ ಹೆಚ್ಚುವರಿ ಬಸ್ ವ್ಯವಸ್ಥೆ ಕಲ್ಪಿಸಲಾಗಿತ್ತು. ಗ್ರಾಮೀಣ ಭಾಗದಲ್ಲಿಯೂ ಹಬ್ಬವನ್ನು ಸಂಭ್ರಮದಿಂದ ಆಚರಿಸಲಾಯಿತು. ಮಹಿಳೆಯರು ಹುತ್ತಕ್ಕೆ ಪೂಜೆ ಸಲ್ಲಿಸಿ ಕುಟುಂಬದ ಒಳಿತಿಗಾಗಿ ಪ್ರಾರ್ಥಿಸಿದರು. ಸಂಜೆ ವೇಳೆಗೆ ದೇವಾಲಯದಲ್ಲಿ ವಿಶೇಷ ಅಲಂಕಾರ ಪೂಜೆ ನೆರವೇರಿತು. xyxy=(572,495,744,732)
bank-logo xyxy=(733,995,870,1033)
lead-kicker-left: ಕಾರ್ಯಾಗಾರದಲ್ಲಿ ಸಚಿವ ಕೆ.ಎಚ್. ಮುನಿಯಪ್ಪ ಅಭಿಮತ xyxy=(206,66,478,84)
lead-body-col3: ಸಲ್ಲಿಸಲಾಗಿದೆ ಎಂದರು. ಕಾರ್ಯಕ್ರಮದಲ್ಲಿ ಶಾಸಕರು, ಜಿಲ್ಲಾಧಿಕಾರಿ, ಜಿಲ್ಲಾ ಪಂಚಾಯಿತಿ ಮುಖ್ಯ ಕಾರ್ಯನಿರ್ವಹಣಾಧಿಕಾರಿ, ಕೈಗಾರಿಕಾ ಕೇಂದ್ರದ ಜಂಟಿ ನಿರ್ದೇಶಕರು ಹಾಗೂ ವಿವಿಧ ಉದ್ದಿಮೆದಾರರು ಉಪಸ್ಥಿತರಿದ್ದರು. xyxy=(570,333,746,381)
ad-campaign-line2: ಪರಿಪೂರ್ಣತೆ ಅಭಿಯಾನ xyxy=(697,1071,805,1087)
lead-dateline: ದೇವನಹಳ್ಳಿ: xyxy=(215,155,248,165)
story-divider xyxy=(28,496,194,497)
school-dateline: ದೊಡ್ಡಬಳ್ಳಾಪುರ: xyxy=(39,1067,85,1077)
ad-note-text: ಡಿಜಿಟಲ್ ವಂಚನೆಗಳಿಂದ ನಿಮ್ಮನ್ನು ಸುರಕ್ಷಿತವಾಗಿರಿಸಿಕೊಳ್ಳಿ xyxy=(619,1283,742,1291)
school-photo xyxy=(212,1068,566,1218)
logo-emblem-icon xyxy=(718,7,742,31)
naga-dateline: ದೊಡ್ಡಬಳ್ಳಾಪುರ: xyxy=(584,495,630,505)
dalit-body-col1: ▪ ದೊಡ್ಡಬಳ್ಳಾಪುರ: ಮಾದಿಗ ಸಮುದಾಯ ಬಹುದಿನಗಳಿಂದ ಬೇಡಿಕೆಯಾಗಿರುವ ಒಳಮೀಸಲಾತಿಯನ್ನು ಜಾರಿಗೊಳಿಸಲು ಸರ್ಕಾರ ವಿಳಂಬ ಮಾಡುತ್ತಿದೆ ಎಂದು ಆರೋಪಿಸಿ ವಿವಿಧ ದಲಿತ ಸಂಘಟನೆಗಳು ಆಗಸ್ಟ್ 1ರಂದು ಅರೆಬೆತ್ತಲೆ ಪ್ರತಿಭಟನೆ ನಡೆಸಲು ನಿರ್ಧರಿಸಿವೆ. ಸುದ್ದಿಗೋಷ್ಠಿಯಲ್ಲಿ ಮಾತನಾಡಿದ ಸಂಘಟನೆಯ ಮುಖಂಡರು, ಸುಪ್ರೀಂ ಕೋರ್ಟ್ ತೀರ್ಪು ನೀಡಿದ್ದರೂ ಸರ್ಕಾರ ಒಳಮೀಸಲಾತಿ ಜಾರಿಗೆ ಮೀನಮೇಷ ಎಣಿಸುತ್ತಿದೆ. ನ್ಯಾಯಮೂರ್ತಿ ನಾಗಮೋಹನದಾಸ್ ಆಯೋಗದ ವರದಿಯನ್ನು ಶೀಘ್ರ ಅಂಗೀಕರಿಸಿ ಜಾರಿಗೊಳಿಸಬೇಕು. ಇಲ್ಲದಿದ್ದರೆ ರಾಜ್ಯಾದ್ಯಂತ ಉಗ್ರ ಹೋರಾಟ ರೂಪಿಸಲಾಗುವುದು ಎಂದು ಎಚ್ಚರಿಸಿದರು. ಪ್ರತಿಭಟನೆ ತಾಲೂಕು ಕಚೇರಿ ಮುಂಭಾಗದಲ್ಲಿ ನಡೆಯಲಿದ್ದು ಸಮುದಾಯದ ಎಲ್ಲರೂ ಪಾಲ್ಗೊಳ್ಳಬೇಕು ಎಂದು ಮನವಿ ಮಾಡಿದರು. ಈ ಸಂದರ್ಭದಲ್ಲಿ ಸಂಘಟನೆಯ ಪದಾಧಿಕಾರಿಗಳು ಹಾಜರಿದ್ದರು. xyxy=(206,593,382,755)
mailara-headline: ಮೈಲಾರಲಿಂಗೇಶ್ವರ ಸ್ವಾಮಿ ಜಾತ್ರೋತ್ಸವ xyxy=(247,818,521,843)
dalit-dateline: ದೊಡ್ಡಬಳ್ಳಾಪುರ: xyxy=(223,593,268,603)
page-number: 02 xyxy=(748,36,776,60)
ad-footer: ಈ ಅಭಿಯಾನದಲ್ಲಿ ಎಲ್ಲಾ ಬ್ಯಾಂಕ್‌ಗಳು ಭಾಗವಹಿಸುತ್ತಿವೆ xyxy=(689,1377,813,1385)
dalit-box-body: ಇತ್ತೀಚೆಗೆ ಕಲ್ಕತ್ತೆ ಸಮೀಪದಲ್ಲಿ ನಡೆದ ಸಮಾವೇಶದಲ್ಲಿ ಒಳಮೀಸಲಾತಿ ಜಾರಿಗೆ ಆಗಸ್ಟ್ 16ರವರೆಗೆ ಸರ್ಕಾರಕ್ಕೆ ಗಡುವು ನೀಡಲಾಗಿದೆ. ಅಷ್ಟರಲ್ಲಿ ವರದಿ ಅಂಗೀಕರಿಸಿ ಜಾರಿಗೊಳಿಸದಿದ್ದರೆ ರಾಜ್ಯಾದ್ಯಂತ ಒಳಮೀಸಲಾತಿ ಹೋರಾಟ ಸಮಿತಿ ತೀವ್ರ ಹೋರಾಟ ಕೈಗೊಳ್ಳಲಿದೆ. ಎಲ್ಲ ತಾಲೂಕು ಕೇಂದ್ರಗಳಲ್ಲಿ ಪ್ರತಿಭಟನೆ ನಡೆಸಿ ಅಧಿಕಾರಿಗಳ ಮೂಲಕ ಮುಖ್ಯಮಂತ್ರಿಗಳಿಗೆ ಮನವಿ ಸಲ್ಲಿಸಲಾಗುವುದು ಎಂದು ಮುಖಂಡರು ಎಚ್ಚರಿಸಿದರು. xyxy=(394,614,550,691)
lead-quote2-text: ಕಾರ್ಯಾಗಾರಕ್ಕೆ ಕೈಗಾರಿಕೆಗಳು ಹೆಚ್ಚಿನ ಮಟ್ಟದಲ್ಲಿ ಬೆಳೆಯಬೇಕಿದೆ. ಇದರ ಜೊತೆಯಲ್ಲಿ ನಮ್ಮ ಉದ್ದಿಮೆಗಳು ಹೆಚ್ಚು ಬೆಳೆದು ಉದ್ಯೋಗಗಳು ಹೆಚ್ಚಾಗಲಿ. ಉದ್ಯೋಗಗಳು ಸೃಷ್ಟಿಯಾದರೆ ಯುವಕರ ಬಾಳು ಬೆಳಗುತ್ತದೆ. ನಮ್ಮ ಉದ್ದಿಮೆ ಮತ್ತು ಕೈಗಾರಿಕೆಗಳಲ್ಲಿ ನಿರುದ್ಯೋಗ ನಿವಾರಣೆಗೆ ಸಂಕಲ್ಪ ಮಾಡಬೇಕಿದೆ. xyxy=(774,254,912,315)
dalit-deadline-box xyxy=(388,592,560,732)
story1-body: ▪ ಆನೇಕಲ್ / ಬೆಂಗಳೂರು ದಕ್ಷಿಣ: ಸಾಂಕ್ರಾಮಿಕವಲ್ಲದ ರೋಗಗಳ ಪೈಕಿ ಮಧುಮೇಹ ಹೆಚ್ಚುತ್ತಿರುವ ಹಿನ್ನೆಲೆಯಲ್ಲಿ ಡಯಾಬಿಟಿಸ್ ಮುಕ್ತ ಜೀವನದ ಜಾಗೃತಿ ಮೂಡಿಸಲು ಭಾನುವಾರ ಬೆಂಗಳೂರಿನಲ್ಲಿ ಬೆಂಗಳೂರು ಹೆಲ್ತ್‌ಕೇರ್ 2025 ಓಟ ಹಾಗೂ ಮ್ಯಾರಥಾನ್ ಓಟ ಕಾರ್ಯಕ್ರಮ ಆಯೋಜಿಸಲಾಗಿತ್ತು. ಬೆಂಗಳೂರಿನ ಸರ್ಕಾರಿ ಆಸ್ಪತ್ರೆ ಹಾಗೂ ಬೆಂಗಳೂರು ನಗರದ ವಿವಿಧ ಸಂಸ್ಥೆಗಳ ಸಹಯೋಗದಲ್ಲಿ ನಡೆದ ಈ ಓಟದಲ್ಲಿ ಸಾವಿರಾರು ಜನರು ಭಾಗವಹಿಸಿದರು. ಓಟಕ್ಕೆ ಆರೋಗ್ಯ ಇಲಾಖೆಯ ಅಧಿಕಾರಿಗಳು ಹಾಗೂ ಗಣ್ಯರು ಚಾಲನೆ ನೀಡಿದರು. 3, 5 ಮತ್ತು 10 ಕಿ.ಮೀ ವಿಭಾಗಗಳಲ್ಲಿ ನಡೆದ ಓಟದಲ್ಲಿ ಯುವಕರು, ಹಿರಿಯರು, ವಿದ್ಯಾರ್ಥಿಗಳು ಉತ್ಸಾಹದಿಂದ ಪಾಲ್ಗೊಂಡರು. ವೈದ್ಯರು ಮಧುಮೇಹದ ಕುರಿತು ಮಾಹಿತಿ ನೀಡಿ, ನಿಯಮಿತ ವ್ಯಾಯಾಮ, ಸಮತೋಲಿತ ಆಹಾರ ಮತ್ತು ಆರೋಗ್ಯ ತಪಾಸಣೆಯ ಮಹತ್ವವನ್ನು ತಿಳಿಸಿದರು. ಸ್ಪರ್ಧೆಯಲ್ಲಿ ವಿಜೇತರಾದವರಿಗೆ ಬಹುಮಾನ ಹಾಗೂ ಪ್ರಮಾಣಪತ್ರ ವಿತರಿಸಲಾಯಿತು. ಕಾರ್ಯಕ್ರಮದಲ್ಲಿ ಸ್ಥಳೀಯ ಮುಖಂಡರು, ಸಂಘಟಕರು ಉಪಸ್ಥಿತರಿದ್ದರು. xyxy=(28,151,194,363)
scheme-desc: ವಾರ್ಷಿಕ ಕೇವಲ ರೂ. 436 ಪಾವತಿಸಿ, 2 ಲಕ್ಷ ರೂ. ವರೆಗಿನ ಜೀವ ವಿಮೆ xyxy=(645,1203,808,1212)
masthead xyxy=(0,0,945,62)
dalit-photo xyxy=(208,494,558,586)
school-quote-text: ಕಳೆದ 35 ವರ್ಷಗಳಿಂದ ನಿರಂತರವಾಗಿ ಶಾಲಾ ಮಕ್ಕಳಿಗೆ ಶಾಲಾ ಬ್ಯಾಗ್‌ಗಳ ವಿತರಣೆ ಮಾಡುತ್ತಿದ್ದೇವೆ. ಈ ಬಾರಿ ಕಾಂಪ್ಲೆಕ್ಸ್ ಬುಕ್ ಹಾಗೂ ದಾನಿಗಳು ಜತೆಗೂಡಿ ನೋಟ್ ಪುಸ್ತಕ, ಸಮವಸ್ತ್ರ, ಜಾಮಿಟ್ರಿ ಬಾಕ್ಸ್ ಮತ್ತು ಟ್ರ್ಯಾಕ್ ಸೂಟ್ ಸಹ ವಿತರಣೆ ಮಾಡಲಾಗಿದೆ. ಮುಂದಿನ ದಿನಗಳಲ್ಲಿ ಸರ್ಕಾರಿ ಶಾಲಾ ಮಕ್ಕಳಿಗೆ ಸಿದ್ಧತೆಯ ಶಾಲಾ ಸಾಮಗ್ರಿಗಳನ್ನು ವಿತರಿಸಲಾಗುವುದು. xyxy=(234,1231,377,1306)
lead-headline: ಆರ್ಥಿಕ ಪ್ರಗತಿಗೆ ಕೈಗಾರಿಕೆ ಬೆನ್ನೆಲುಬು xyxy=(320,92,804,138)
lead-photo xyxy=(390,156,744,326)
school-body-col1: ▪ ದೊಡ್ಡಬಳ್ಳಾಪುರ: ನೂರು ವರ್ಷ ಪೂರೈಸಿರುವ ನಮ್ಮ ತೂಬಗೆರೆ ಸರ್ಕಾರಿ ಮಾದರಿ ಶಾಲೆಯನ್ನು ಉಳಿಸುವ ನಿಟ್ಟಿನಲ್ಲಿ ಮಕ್ಕಳಿಗೆ ಅಗತ್ಯ ಸೌಲಭ್ಯಗಳನ್ನು ಒದಗಿಸಲಾಗುತ್ತಿದೆ ಎಂದು ಗ್ರಾಮ ಪಂಚಾಯಿತಿ ಮಾಜಿ ಅಧ್ಯಕ್ಷ ಟಿ.ಜಿ.ಮಂಜುನಾಥ್ ಹೇಳಿದರು. ಶಾಲೆಯಲ್ಲಿ ಮಕ್ಕಳಿಗೆ ನೋಟ್ ಪುಸ್ತಕ, ಶಾಲಾ ಬ್ಯಾಗ್, ಟ್ರ್ಯಾಕ್ ಸೂಟ್ ಸೇರಿದಂತೆ ಅಗತ್ಯ ಪರಿಕರಗಳನ್ನು ವಿತರಿಸಿ ಮಾತನಾಡಿದ ಅವರು, ಖಾಸಗಿ ಶಾಲೆಗಳ ಪೈಪೋಟಿಯ ನಡುವೆ ಸರ್ಕಾರಿ ಶಾಲೆಗಳ ದಾಖಲಾತಿ ಕುಸಿಯುತ್ತಿದೆ. ಗ್ರಾಮೀಣ ಭಾಗದ ಬಡ ಮಕ್ಕಳಿಗೆ ಗುಣಮಟ್ಟದ ಶಿಕ್ಷಣ ದೊರೆಯಬೇಕಾದರೆ ಸರ್ಕಾರಿ ಶಾಲೆಗಳು ಉಳಿಯಬೇಕು. ಪೋಷಕರು ತಮ್ಮ ಮಕ್ಕಳನ್ನು ಸರ್ಕಾರಿ ಶಾಲೆಗೆ ದಾಖಲಿಸಿ ಪ್ರೋತ್ಸಾಹಿಸಬೇಕು ಎಂದರು. ಶಾಲೆಯ ಅಭಿವೃದ್ಧಿಗೆ ಹಳೆಯ ವಿದ್ಯಾರ್ಥಿಗಳು ಹಾಗೂ ದಾನಿಗಳು ಕೈಜೋಡಿಸಬೇಕು. ಶಿಕ್ಷಕರು ಮಕ್ಕಳಲ್ಲಿ ಶಿಸ್ತು, ಸಂಸ್ಕಾರ ಬೆಳೆಸುವ ಕೆಲಸ ಮಾಡುತ್ತಿದ್ದಾರೆ. ಮುಂದಿನ ದಿನಗಳಲ್ಲಿ ಶಾಲೆಗೆ ಸ್ಮಾರ್ಟ್ ಕ್ಲಾಸ್ ಹಾಗೂ ಕಂಪ್ಯೂಟರ್ ಲ್ಯಾಬ್ ವ್ಯವಸ್ಥೆ ಕಲ್ಪಿಸಲು ಪ್ರಯತ್ನಿಸಲಾಗುವುದು ಎಂದು ಭರವಸೆ ನೀಡಿದರು. ಈ ಸಂದರ್ಭದಲ್ಲಿ ಶಾಲೆಯ ಮುಖ್ಯ ಶಿಕ್ಷಕರು ಮಾತನಾಡಿ, ದಾನಿಗಳ ಸಹಕಾರದಿಂದ ಶಾಲೆಯಲ್ಲಿ ಮೂಲ ಸೌಕರ್ಯಗಳು ಸುಧಾರಿಸುತ್ತಿವೆ ಎಂದರು. ಶಾಲಾಭಿವೃದ್ಧಿ ಸಮಿತಿ ಅಧ್ಯಕ್ಷರು, ಸದಸ್ಯರು, ಶಿಕ್ಷಕರು ಹಾಗೂ ಪೋಷಕರು ಉಪಸ್ಥಿತರಿದ್ದರು. ಸರ್ಕಾರ ಸಹ ಶಾಲೆಗಳಿಗೆ ಮೂಲ ಸೌಕರ್ಯ ಒದಗಿಸಲು ಅನುದಾನ ನೀಡುತ್ತಿದೆ. xyxy=(28,1067,206,1317)
dalit-box-title: ಆಗಸ್ಟ್ 16ರವರೆಗೆ ಗಡುವು xyxy=(425,596,523,609)
quote-bulb-icon xyxy=(217,1232,229,1244)
scheme-row xyxy=(611,1252,891,1278)
mailara-top-rule xyxy=(206,812,562,813)
kirusuddi-label-b: ಸುದ್ದಿ xyxy=(108,73,132,91)
naga-box-title: 10 ಸಾವಿರಕ್ಕೂ ಹೆಚ್ಚು ನಾಗರಕಲ್ಲು xyxy=(756,632,878,645)
fire-text: ಎಸ್.ಎ.ಕನ್ಸ್ಟ್ರಕ್ಷನ್ ಎಂಬುವರ ಒಡೆತನದ ಬಹುಮಹಡಿ ಕಟ್ಟಡದ ಗೋದಾಮಿನಲ್ಲಿ ಆಕಸ್ಮಿಕವಾಗಿ ಬೆಂಕಿ ಕಾಣಿಸಿಕೊಂಡು ಲಕ್ಷಾಂತರ ರೂ. ಮೌಲ್ಯದ ವಸ್ತುಗಳು ಸುಟ್ಟು ಭಸ್ಮವಾಗಿರುವ ಘಟನೆ ನಡೆದಿದೆ. ಕಟ್ಟಡದ ಮೂರನೇ ಅಂತಸ್ತಿನಲ್ಲಿ ಸಂಗ್ರಹಿಸಿದ್ದ ಪ್ಲಾಸ್ಟಿಕ್ ವಸ್ತುಗಳು, ಪೀಠೋಪಕರಣಗಳಿಗೆ ಬೆಂಕಿ ತಗುಲಿ ಕ್ಷಣಾರ್ಧದಲ್ಲಿ ಇಡೀ ಕಟ್ಟಡಕ್ಕೆ ವ್ಯಾಪಿಸಿತು. ಬೆಂಕಿಯ ಕೆನ್ನಾಲಿಗೆ ಹಾಗೂ ದಟ್ಟ ಹೊಗೆ ಆವರಿಸಿದ್ದರಿಂದ ಸುತ್ತಮುತ್ತಲಿನ ನಿವಾಸಿಗಳು ಆತಂಕಕ್ಕೊಳಗಾದರು. ವಿಷಯ ತಿಳಿಯುತ್ತಿದ್ದಂತೆ ಸ್ಥಳಕ್ಕೆ ಆಗಮಿಸಿದ ಅಗ್ನಿಶಾಮಕ ದಳದ ಸಿಬ್ಬಂದಿ ಹಲವು ಗಂಟೆಗಳ ಕಾರ್ಯಾಚರಣೆ ನಡೆಸಿ ಬೆಂಕಿಯನ್ನು ನಂದಿಸಿದರು. ಶಾರ್ಟ್ ಸರ್ಕ್ಯೂಟ್‌ನಿಂದ ಅವಘಡ ಸಂಭವಿಸಿರಬಹುದು ಎಂದು ಶಂಕಿಸಲಾಗಿದೆ. ಯಾವುದೇ ಪ್ರಾಣಹಾನಿ ಸಂಭವಿಸಿಲ್ಲ. xyxy=(572,803,744,952)
fire-body2: ಸಂಭವಿಸುತ್ತಿತ್ತು ಎನ್ನಲಾಗಿದೆ. ಘಟನೆ ಸಂಬಂಧ ಹೊಸಕೋಟೆ ಪೊಲೀಸ್ ಠಾಣೆಯಲ್ಲಿ ಪ್ರಕರಣ ದಾಖಲಾಗಿದ್ದು, ತನಿಖೆ ಮುಂದುವರಿದಿದೆ. ಅಗ್ನಿಶಾಮಕ ಠಾಣೆಯ ಅಧಿಕಾರಿಗಳು ಕಟ್ಟಡದ ಸುರಕ್ಷತಾ ಕ್ರಮಗಳ ಬಗ್ಗೆ ಪರಿಶೀಲನೆ ನಡೆಸಿದರು. ಸ್ಥಳೀಯ ಮುಖಂಡರು ಭೇಟಿ ನೀಡಿ ಮಾಹಿತಿ ಪಡೆದರು. xyxy=(750,905,916,966)
lead-kicker: ಕಾರ್ಯಾಗಾರದಲ್ಲಿ ಸಚಿವ ಕೆ.ಎಚ್. ಮುನಿಯಪ್ಪ ಅಭಿಮತ | ಶೇ.85 ಅಭ್ಯರ್ಥಿಗಳಿಗೆ ಉದ್ಯೋಗ xyxy=(206,66,658,84)
logo-text: ಹೊಸದಿಗಂತ xyxy=(746,4,852,34)
quote-bulb-icon xyxy=(757,256,769,268)
dalit-story xyxy=(206,428,562,810)
ad-campaign-line1: 3 ತಿಂಗಳ ಹಣಕಾಸು ಸೇರ್ಪಡೆ xyxy=(684,1051,818,1067)
